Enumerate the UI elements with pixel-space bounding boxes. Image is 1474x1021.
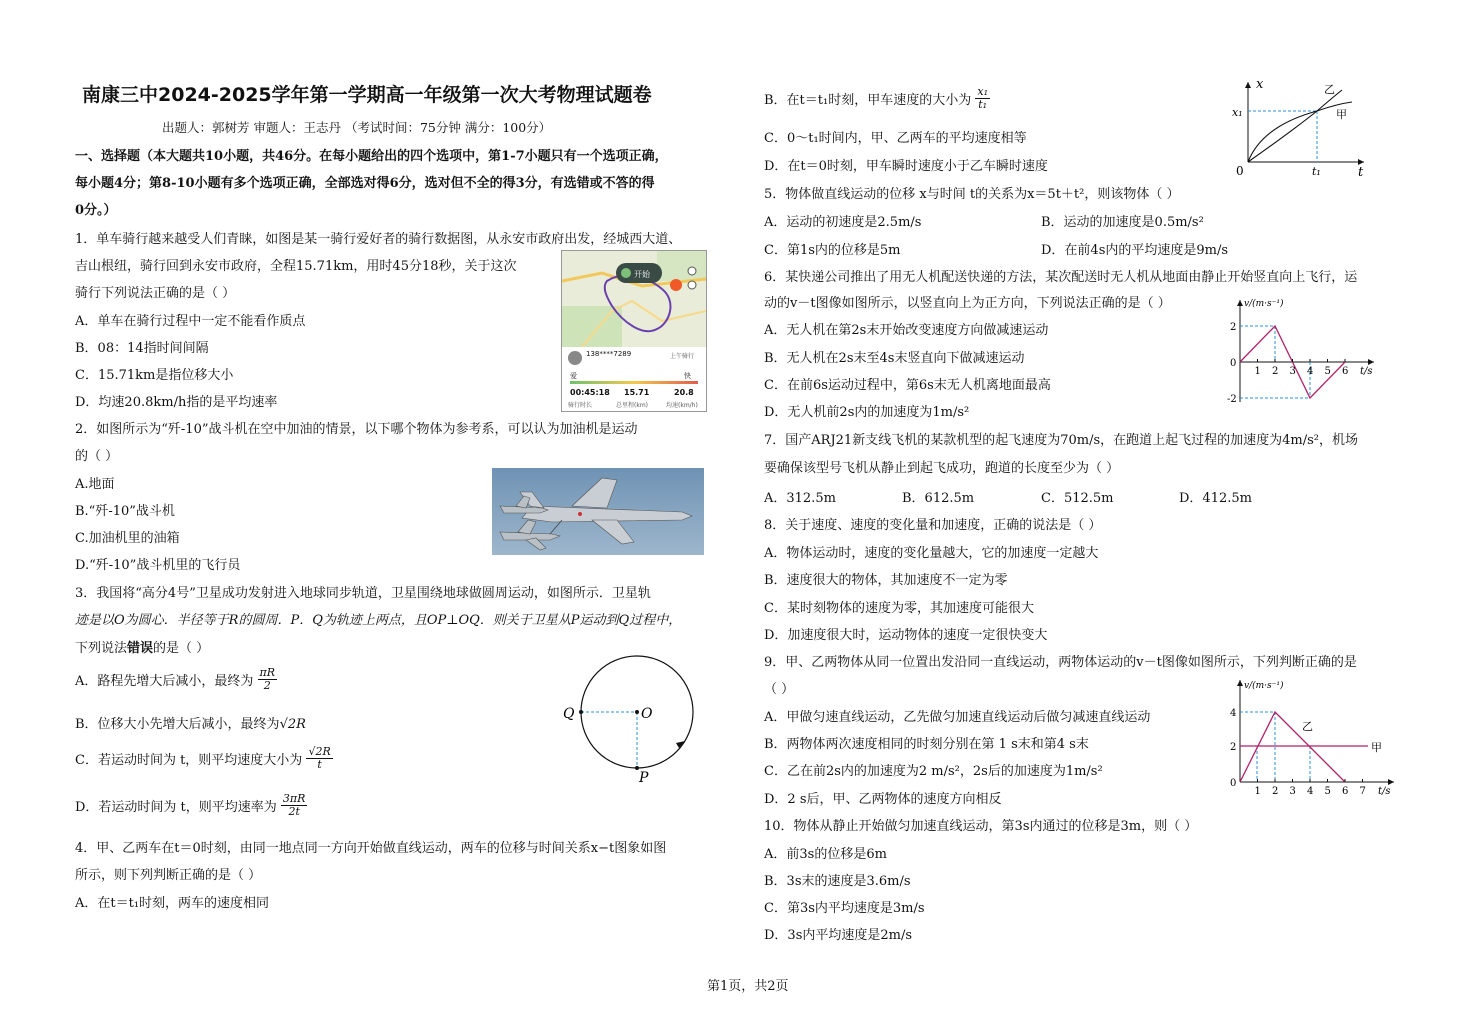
q10-option-c: C．第3s内平均速度是3m/s xyxy=(764,901,925,916)
q1-option-d: D．均速20.8km/h指的是平均速率 xyxy=(75,395,278,410)
q6-stem-line1: 6．某快递公司推出了用无人机配送快递的方法，某次配送时无人机从地面由静止开始竖直向上飞行，运 xyxy=(764,270,1358,285)
speed-gradient-bar xyxy=(570,381,698,384)
q9-stem-line1: 9．甲、乙两物体从同一位置出发沿同一直线运动，两物体运动的v－t图像如图所示，下列判断正确的是 xyxy=(764,655,1357,670)
q4-option-d: D．在t＝0时刻，甲车瞬时速度小于乙车瞬时速度 xyxy=(764,159,1048,174)
exam-meta: 出题人：郭树芳 审题人：王志丹 （考试时间：75分钟 满分：100分） xyxy=(162,120,552,135)
drone-origin: 0 xyxy=(1230,358,1237,369)
q8-option-d: D．加速度很大时，运动物体的速度一定很快变大 xyxy=(764,628,1048,643)
q3-option-a-text: A．路程先增大后减小，最终为 xyxy=(75,674,254,689)
q5-option-b: B．运动的加速度是0.5m/s² xyxy=(1041,215,1204,230)
point-q-label: Q xyxy=(563,706,575,722)
drone-y-tick-neg2: -2 xyxy=(1227,394,1237,405)
q6-option-a: A．无人机在第2s末开始改变速度方向做减速运动 xyxy=(764,323,1049,338)
jiayi-y-tick-4: 4 xyxy=(1230,708,1237,719)
xt-yi-label: 乙 xyxy=(1324,83,1335,96)
q3-d-numerator: 3πR xyxy=(282,792,306,805)
q6-stem-line2: 动的v－t图像如图所示，以竖直向上为正方向，下列说法正确的是（ ） xyxy=(764,296,1171,311)
q3-option-d-text: D．若运动时间为 t，则平均速率为 xyxy=(75,800,277,815)
section-heading-line2: 每小题4分；第8-10小题有多个选项正确，全部选对得6分，选对但不全的得3分，有选错或不答的得 xyxy=(75,176,655,191)
q3-option-b-text: B．位移大小先增大后减小，最终为 xyxy=(75,717,280,732)
q3-stem-line3 xyxy=(75,637,209,656)
q5-option-c: C．第1s内的位移是5m xyxy=(764,243,901,258)
ride-time: 00:45:18 xyxy=(570,388,610,397)
q2-option-a: A.地面 xyxy=(75,477,115,492)
curve-yi xyxy=(1248,90,1342,162)
drone-tick-label: 6 xyxy=(1342,366,1349,377)
section-heading-line3: 0分。） xyxy=(75,203,117,218)
q8-stem: 8．关于速度、速度的变化量和加速度，正确的说法是（ ） xyxy=(764,518,1102,533)
q5-option-d: D．在前4s内的平均速度是9m/s xyxy=(1041,243,1229,258)
q7-stem-line2: 要确保该型号飞机从静止到起飞成功，跑道的长度至少为（ ） xyxy=(764,461,1120,476)
q1-option-a: A．单车在骑行过程中一定不能看作质点 xyxy=(75,314,306,329)
q6-option-d: D．无人机前2s内的加速度为1m/s² xyxy=(764,405,970,420)
q10-option-d: D．3s内平均速度是2m/s xyxy=(764,928,913,943)
jiayi-tick-label: 3 xyxy=(1289,786,1296,797)
drone-y-tick-2: 2 xyxy=(1230,322,1237,333)
q4-b-denominator: t₁ xyxy=(978,98,988,111)
q8-option-a: A．物体运动时，速度的变化量越大，它的加速度一定越大 xyxy=(764,546,1099,561)
page-title: 南康三中2024-2025学年第一学期高一年级第一次大考物理试题卷 xyxy=(82,84,652,106)
app-love-label: 爱 xyxy=(570,372,577,380)
section-heading-line1: 一、选择题（本大题共10小题，共46分。在每小题给出的四个选项中，第1-7小题只有一个选项正确， xyxy=(75,149,668,164)
q3-option-b xyxy=(75,713,306,732)
q1-stem-line2: 吉山根纽，骑行回到永安市政府，全程15.71km，用时45分18秒，关于这次 xyxy=(75,259,517,274)
q9-option-a: A．甲做匀速直线运动，乙先做匀加速直线运动后做匀减速直线运动 xyxy=(764,710,1151,725)
cycling-route-map xyxy=(562,251,706,347)
start-button-label: 开始 xyxy=(634,270,650,279)
xt-graph xyxy=(1232,76,1372,180)
jiayi-tick-label: 4 xyxy=(1307,786,1314,797)
q7-option-b: B．612.5m xyxy=(902,491,975,506)
drone-xlabel: t/s xyxy=(1360,366,1373,377)
drone-tick-label: 2 xyxy=(1272,366,1279,377)
jiayi-origin: 0 xyxy=(1230,778,1237,789)
q9-option-c: C．乙在前2s内的加速度为2 m/s²，2s后的加速度为1m/s² xyxy=(764,764,1103,779)
aerial-refueling-photo xyxy=(492,468,704,555)
q3-stem-line2: 迹是以O为圆心．半径等于R的圆周．P．Q为轨迹上两点，且OP⊥OQ．则关于卫星从P运动到Q过程中， xyxy=(75,613,682,628)
q2-option-c: C.加油机里的油箱 xyxy=(75,531,180,546)
jiayi-y-tick-2: 2 xyxy=(1230,742,1237,753)
q3-d-denominator: 2t xyxy=(288,805,300,818)
q4-option-b-fraction xyxy=(975,86,990,111)
app-phone: 138****7289 xyxy=(586,350,632,358)
app-subtitle: 上午骑行 xyxy=(670,353,695,360)
jia-series-label: 甲 xyxy=(1371,741,1382,754)
q3-option-c xyxy=(75,746,333,771)
yi-series-label: 乙 xyxy=(1302,720,1313,733)
app-speed-tag: 快 xyxy=(684,372,691,380)
point-o-label: O xyxy=(641,706,653,722)
q3-c-numerator: √2R xyxy=(308,745,331,758)
q4-option-b-text: B．在t＝t₁时刻，甲车速度的大小为 xyxy=(764,93,972,108)
drone-tick-label: 4 xyxy=(1307,366,1314,377)
xt-jia-label: 甲 xyxy=(1336,108,1347,121)
q2-stem-line1: 2．如图所示为“歼-10”战斗机在空中加油的情景，以下哪个物体为参考系，可以认为加油机是运动 xyxy=(75,422,638,437)
cycling-app-screenshot xyxy=(561,250,707,412)
jiayi-xlabel: t/s xyxy=(1378,786,1391,797)
q3-option-d-fraction xyxy=(281,793,308,818)
drone-tick-label: 1 xyxy=(1254,366,1261,377)
q10-option-a: A．前3s的位移是6m xyxy=(764,847,887,862)
q1-stem-line3: 骑行下列说法正确的是（ ） xyxy=(75,286,236,301)
ride-avg-speed: 20.8 xyxy=(674,388,694,397)
q3-stem-suffix: 的是（ ） xyxy=(153,641,210,656)
q7-stem-line1: 7．国产ARJ21新支线飞机的某款机型的起飞速度为70m/s，在跑道上起飞过程的加速度为4m/s²，机场 xyxy=(764,433,1358,448)
q4-stem-line1: 4．甲、乙两车在t＝0时刻，由同一地点同一方向开始做直线运动，两车的位移与时间关系x−t图象如图 xyxy=(75,841,667,856)
q6-option-b: B．无人机在2s末至4s末竖直向下做减速运动 xyxy=(764,351,1025,366)
q3-option-c-text: C．若运动时间为 t，则平均速度大小为 xyxy=(75,753,303,768)
q3-a-denominator: 2 xyxy=(263,679,271,692)
jia-yi-vt-graph xyxy=(1224,674,1404,800)
jiayi-tick-label: 7 xyxy=(1359,786,1366,797)
q9-stem-line2: （ ） xyxy=(764,682,795,697)
q3-stem-emphasis: 错误 xyxy=(127,641,154,656)
ride-time-label: 骑行时长 xyxy=(568,402,593,409)
orbit-circle-diagram xyxy=(555,650,705,785)
q1-option-b: B．08：14指时间间隔 xyxy=(75,341,209,356)
q7-option-d: D．412.5m xyxy=(1179,491,1252,506)
q2-option-d: D.“歼-10”战斗机里的飞行员 xyxy=(75,558,241,573)
q1-stem-line1: 1．单车骑行越来越受人们青睐，如图是某一骑行爱好者的骑行数据图，从永安市政府出发，经城西大道、 xyxy=(75,232,682,247)
q5-stem: 5．物体做直线运动的位移 x与时间 t的关系为x＝5t＋t²，则该物体（ ） xyxy=(764,187,1180,202)
q7-option-a: A．312.5m xyxy=(764,491,836,506)
q10-option-b: B．3s末的速度是3.6m/s xyxy=(764,874,911,889)
q8-option-c: C．某时刻物体的速度为零，其加速度可能很大 xyxy=(764,601,1034,616)
q3-option-d xyxy=(75,793,307,818)
ride-distance-label: 总里程(km) xyxy=(616,402,649,409)
ride-distance: 15.71 xyxy=(624,388,650,397)
yi-velocity-line xyxy=(1240,712,1345,782)
drone-tick-label: 5 xyxy=(1324,366,1331,377)
q3-option-a-fraction xyxy=(258,667,278,692)
q4-option-a: A．在t＝t₁时刻，两车的速度相同 xyxy=(75,896,270,911)
avatar xyxy=(568,351,582,365)
q4-b-numerator: x₁ xyxy=(977,85,988,98)
q3-stem-line1: 3．我国将“高分4号”卫星成功发射进入地球同步轨道，卫星围绕地球做圆周运动，如图所示．卫星轨 xyxy=(75,586,651,601)
jiayi-tick-label: 1 xyxy=(1254,786,1261,797)
xt-t-label: t xyxy=(1358,165,1364,180)
q6-option-c: C．在前6s运动过程中，第6s末无人机离地面最高 xyxy=(764,378,1051,393)
q3-option-b-expr: √2R xyxy=(279,717,306,732)
ride-avg-label: 均速(km/h) xyxy=(666,402,698,409)
xt-origin-label: 0 xyxy=(1236,164,1244,178)
q4-option-c: C．0～t₁时间内，甲、乙两车的平均速度相等 xyxy=(764,131,1027,146)
q9-option-d: D．2 s后，甲、乙两物体的速度方向相反 xyxy=(764,792,1002,807)
q9-option-b: B．两物体两次速度相同的时刻分别在第 1 s末和第4 s末 xyxy=(764,737,1089,752)
q4-stem-line2: 所示，则下列判断正确的是（ ） xyxy=(75,868,262,883)
jiayi-tick-label: 5 xyxy=(1324,786,1331,797)
q3-a-numerator: πR xyxy=(259,666,276,679)
q3-c-denominator: t xyxy=(317,758,322,771)
page-number: 第1页，共2页 xyxy=(707,979,789,994)
q3-option-c-fraction xyxy=(306,746,332,771)
xt-x-label: x xyxy=(1256,77,1264,92)
q1-option-c: C．15.71km是指位移大小 xyxy=(75,368,234,383)
point-p-label: P xyxy=(639,770,649,785)
q5-option-a: A．运动的初速度是2.5m/s xyxy=(764,215,922,230)
jiayi-tick-label: 6 xyxy=(1342,786,1349,797)
jiayi-tick-label: 2 xyxy=(1272,786,1279,797)
q8-option-b: B．速度很大的物体，其加速度不一定为零 xyxy=(764,573,1008,588)
q7-option-c: C．512.5m xyxy=(1041,491,1114,506)
xt-x1-label: x₁ xyxy=(1232,106,1243,119)
drone-tick-label: 3 xyxy=(1289,366,1296,377)
drone-ylabel: v/(m·s⁻¹) xyxy=(1244,299,1284,309)
xt-t1-label: t₁ xyxy=(1312,165,1321,178)
q2-stem-line2: 的（ ） xyxy=(75,449,119,464)
drone-vt-graph xyxy=(1224,294,1384,410)
q2-option-b: B.“歼-10”战斗机 xyxy=(75,504,175,519)
jiayi-ylabel: v/(m·s⁻¹) xyxy=(1244,681,1284,691)
q3-stem-prefix: 下列说法 xyxy=(75,641,128,656)
q4-option-b xyxy=(764,86,990,111)
q3-option-a xyxy=(75,667,277,692)
q10-stem: 10．物体从静止开始做匀加速直线运动，第3s内通过的位移是3m，则（ ） xyxy=(764,819,1198,834)
